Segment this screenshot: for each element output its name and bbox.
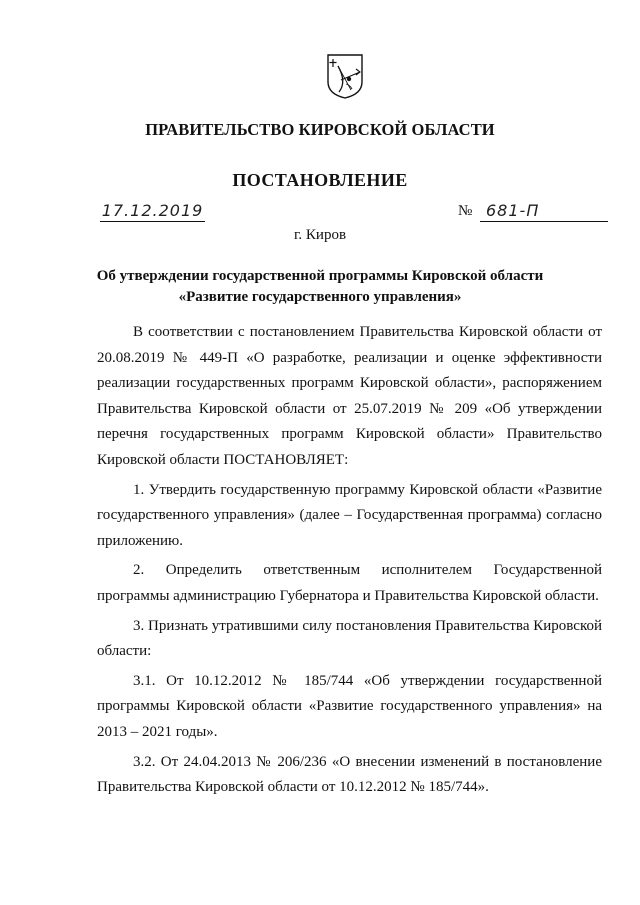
item-3-2-paragraph: 3.2. От 24.04.2013 № 206/236 «О внесении изменений в постановление Правительства Кировской области от 10.12.2012 № 185/744». [97,753,602,796]
document-number-field [458,201,602,223]
document-number: 681-П [480,201,608,222]
item-2-paragraph: 2. Определить ответственным исполнителем Государственной программы администрацию Губернатора и Правительства Кировской области. [97,562,602,604]
government-title: ПРАВИТЕЛЬСТВО КИРОВСКОЙ ОБЛАСТИ [145,120,495,139]
item-3-paragraph: 3. Признать утратившими силу постановления Правительства Кировской области: [97,617,602,660]
preamble-paragraph: В соответствии с постановлением Правительства Кировской области от 20.08.2019 № 449-П «О разработке, реализации и оценке эффективности реализации государственных программ Кировской области», распоряжением Правительства Кировской области от 25.07.2019 № 209 «Об утверждении перечня государственных программ Кировской области» Правительство Кировской области ПОСТАНОВЛЯЕТ: [97,324,602,468]
number-sign: № [458,203,473,219]
item-1-paragraph: 1. Утвердить государственную программу Кировской области «Развитие государственного управления» (далее – Государственная программа) согласно приложению. [97,481,602,549]
document-body [97,320,602,805]
document-type: ПОСТАНОВЛЕНИЕ [232,170,408,190]
city: г. Киров [293,227,347,243]
item-3-1-paragraph: 3.1. От 10.12.2012 № 185/744 «Об утверждении государственной программы Кировской области «Развитие государственного управления» на 2013 – 2021 годы». [97,672,602,740]
coat-of-arms-icon [325,52,365,100]
subject-line-1: Об утверждении государственной программы Кировской области [96,268,544,284]
subject-line-2: «Развитие государственного управления» [178,289,462,305]
document-date: 17.12.2019 [101,201,204,220]
document-subject [0,266,640,308]
